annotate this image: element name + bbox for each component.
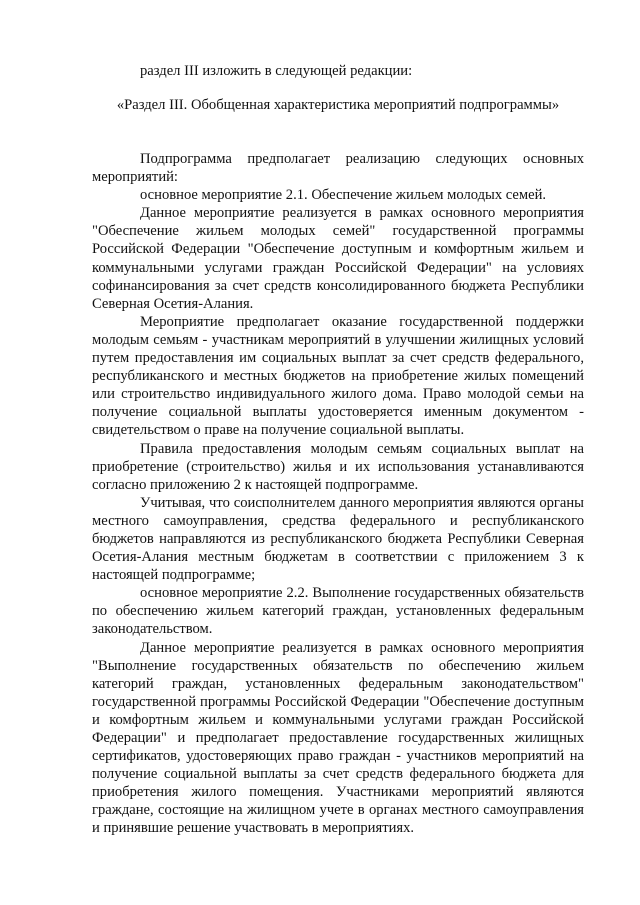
paragraph: основное мероприятие 2.1. Обеспечение жильем молодых семей. — [140, 187, 547, 204]
intro-line: раздел III изложить в следующей редакции: — [140, 63, 413, 79]
paragraph: Данное мероприятие реализуется в рамках основного мероприятия "Выполнение государственных обязательств по обеспечению жильем категорий граждан, установленных федеральным законодательством" государственной программы Российской Федерации "Обеспечение доступным и комфортным жильем и коммунальными услугами граждан Российской Федерации" и предполагает предоставление государственных жилищных сертификатов, удостоверяющих право граждан - участников мероприятий на получение социальной выплаты за счет средств федерального бюджета для приобретения жилого помещения. Участниками мероприятий являются граждане, состоящие на жилищном учете в органах местного самоуправления и принявшие решение участвовать в мероприятиях. — [92, 639, 584, 837]
paragraph: основное мероприятие 2.2. Выполнение государственных обязательств по обеспечению жильем категорий граждан, установленных федеральным законодательством. — [92, 585, 584, 638]
body-text — [92, 150, 584, 838]
paragraph: Данное мероприятие реализуется в рамках основного мероприятия "Обеспечение жильем молодых семей" государственной программы Российской Федерации "Обеспечение доступным и комфортным жильем и коммунальными услугами граждан Российской Федерации" на условиях софинансирования за счет средств консолидированного бюджета Республики Северная Осетия-Алания. — [92, 205, 584, 312]
section-heading: «Раздел III. Обобщенная характеристика мероприятий подпрограммы» — [116, 97, 560, 113]
paragraph: Мероприятие предполагает оказание государственной поддержки молодым семьям - участникам мероприятий в улучшении жилищных условий путем предоставления им социальных выплат за счет средств федерального, республиканского и местных бюджетов на приобретение жилых помещений или строительство индивидуального жилого дома. Право молодой семьи на получение социальной выплаты удостоверяется именным документом - свидетельством о праве на получение социальной выплаты. — [92, 313, 584, 439]
paragraph: Правила предоставления молодым семьям социальных выплат на приобретение (строительство) жилья и их использования устанавливаются согласно приложению 2 к настоящей подпрограмме. — [92, 440, 584, 493]
paragraph: Учитывая, что соисполнителем данного мероприятия являются органы местного самоуправления, средства федерального и республиканского бюджетов направляются из республиканского бюджета Республики Северная Осетия-Алания местным бюджетам в соответствии с приложением 3 к настоящей подпрограмме; — [92, 494, 584, 584]
paragraph: Подпрограмма предполагает реализацию следующих основных мероприятий: — [92, 151, 584, 186]
